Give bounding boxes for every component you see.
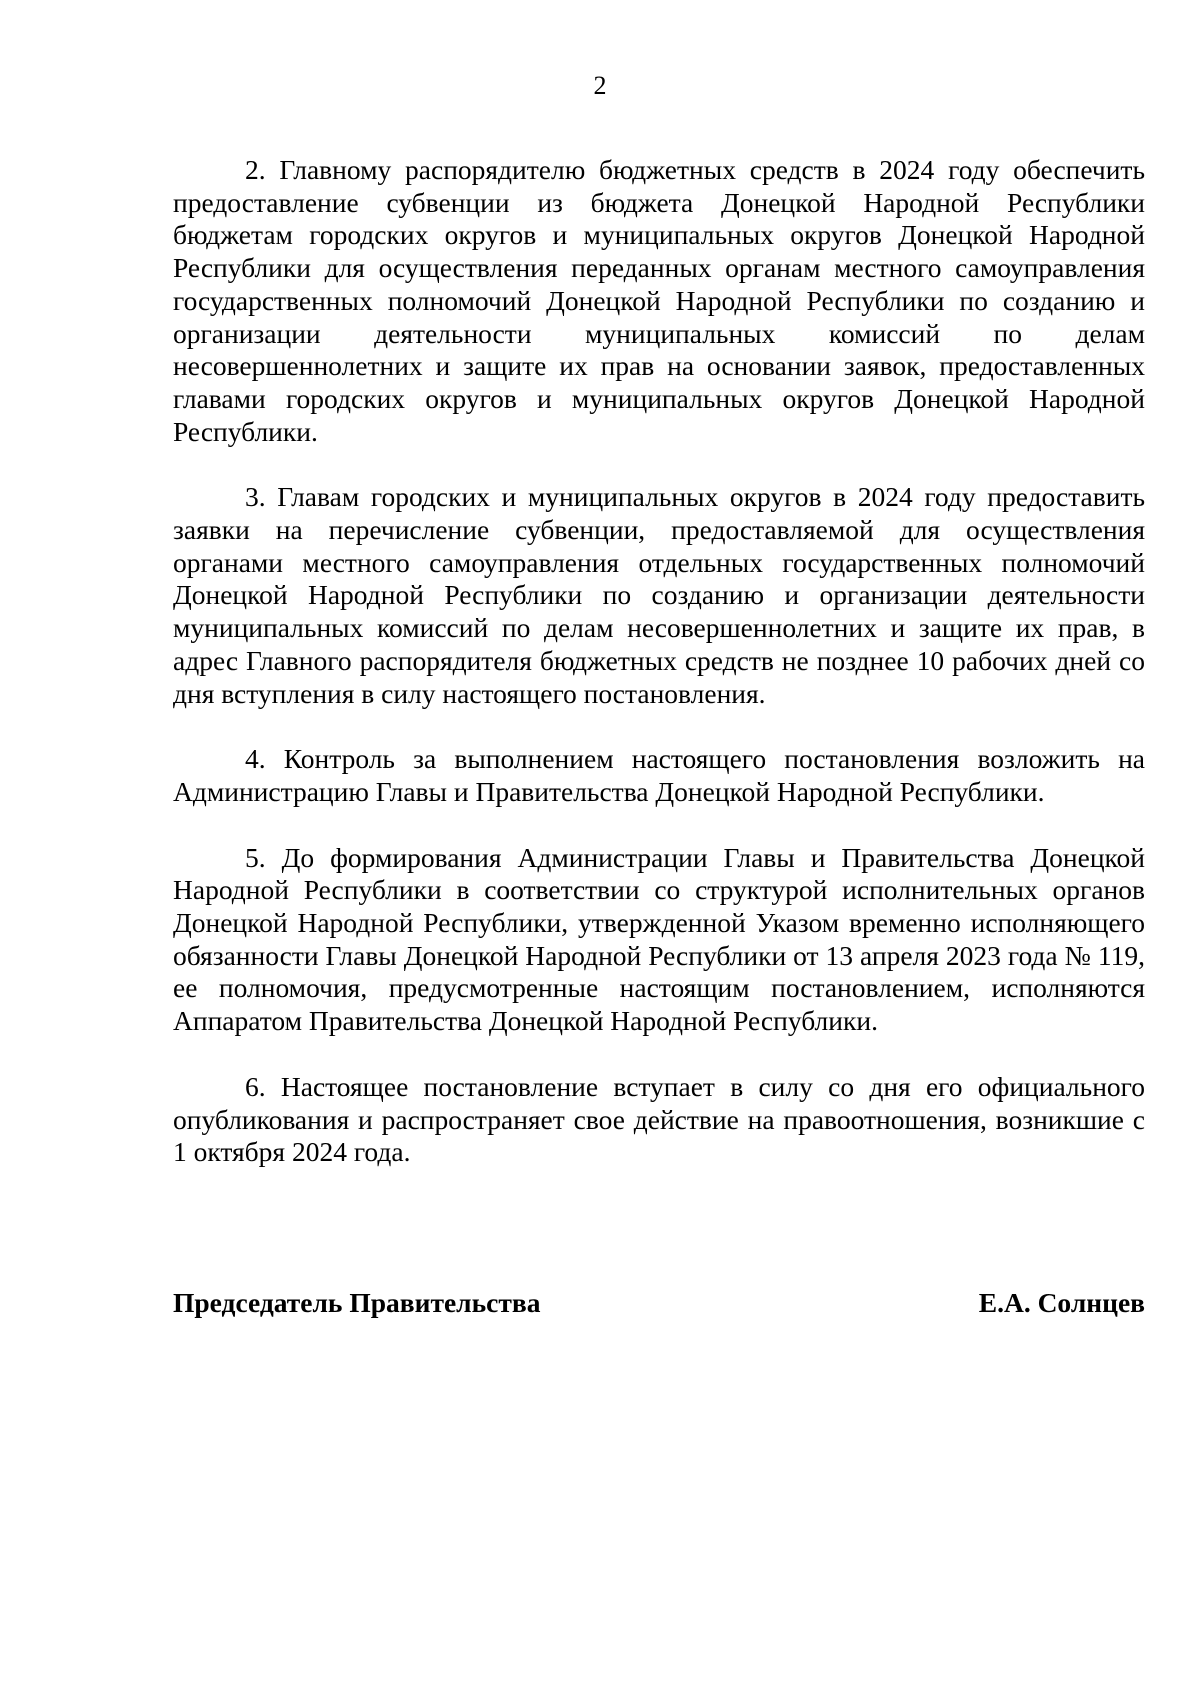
- paragraph-3: 3. Главам городских и муниципальных округов в 2024 году предоставить заявки на перечисление субвенции, предоставляемой для осуществления органами местного самоуправления отдельных государственных полномочий Донецкой Народной Республики по созданию и организации деятельности муниципальных комиссий по делам несовершеннолетних и защите их прав, в адрес Главного распорядителя бюджетных средств не позднее 10 рабочих дней со дня вступления в силу настоящего постановления.: [173, 481, 1145, 709]
- paragraph-5: 5. До формирования Администрации Главы и Правительства Донецкой Народной Республики в соответствии со структурой исполнительных органов Донецкой Народной Республики, утвержденной Указом временно исполняющего обязанности Главы Донецкой Народной Республики от 13 апреля 2023 года № 119, ее полномочия, предусмотренные настоящим постановлением, исполняются Аппаратом Правительства Донецкой Народной Республики.: [173, 841, 1145, 1037]
- signature-block: [173, 1287, 1145, 1319]
- paragraph-6: 6. Настоящее постановление вступает в силу со дня его официального опубликования и распространяет свое действие на правоотношения, возникшие с 1 октября 2024 года.: [173, 1070, 1145, 1168]
- paragraph-4: 4. Контроль за выполнением настоящего постановления возложить на Администрацию Главы и Правительства Донецкой Народной Республики.: [173, 743, 1145, 807]
- signatory-name: Е.А. Солнцев: [978, 1287, 1145, 1318]
- document-body: [173, 154, 1145, 1202]
- page-number: 2: [593, 71, 607, 100]
- paragraph-2: 2. Главному распорядителю бюджетных средств в 2024 году обеспечить предоставление субвенции из бюджета Донецкой Народной Республики бюджетам городских округов и муниципальных округов Донецкой Народной Республики для осуществления переданных органам местного самоуправления государственных полномочий Донецкой Народной Республики по созданию и организации деятельности муниципальных комиссий по делам несовершеннолетних и защите их прав на основании заявок, предоставленных главами городских округов и муниципальных округов Донецкой Народной Республики.: [173, 154, 1145, 447]
- signatory-position: Председатель Правительства: [173, 1287, 541, 1318]
